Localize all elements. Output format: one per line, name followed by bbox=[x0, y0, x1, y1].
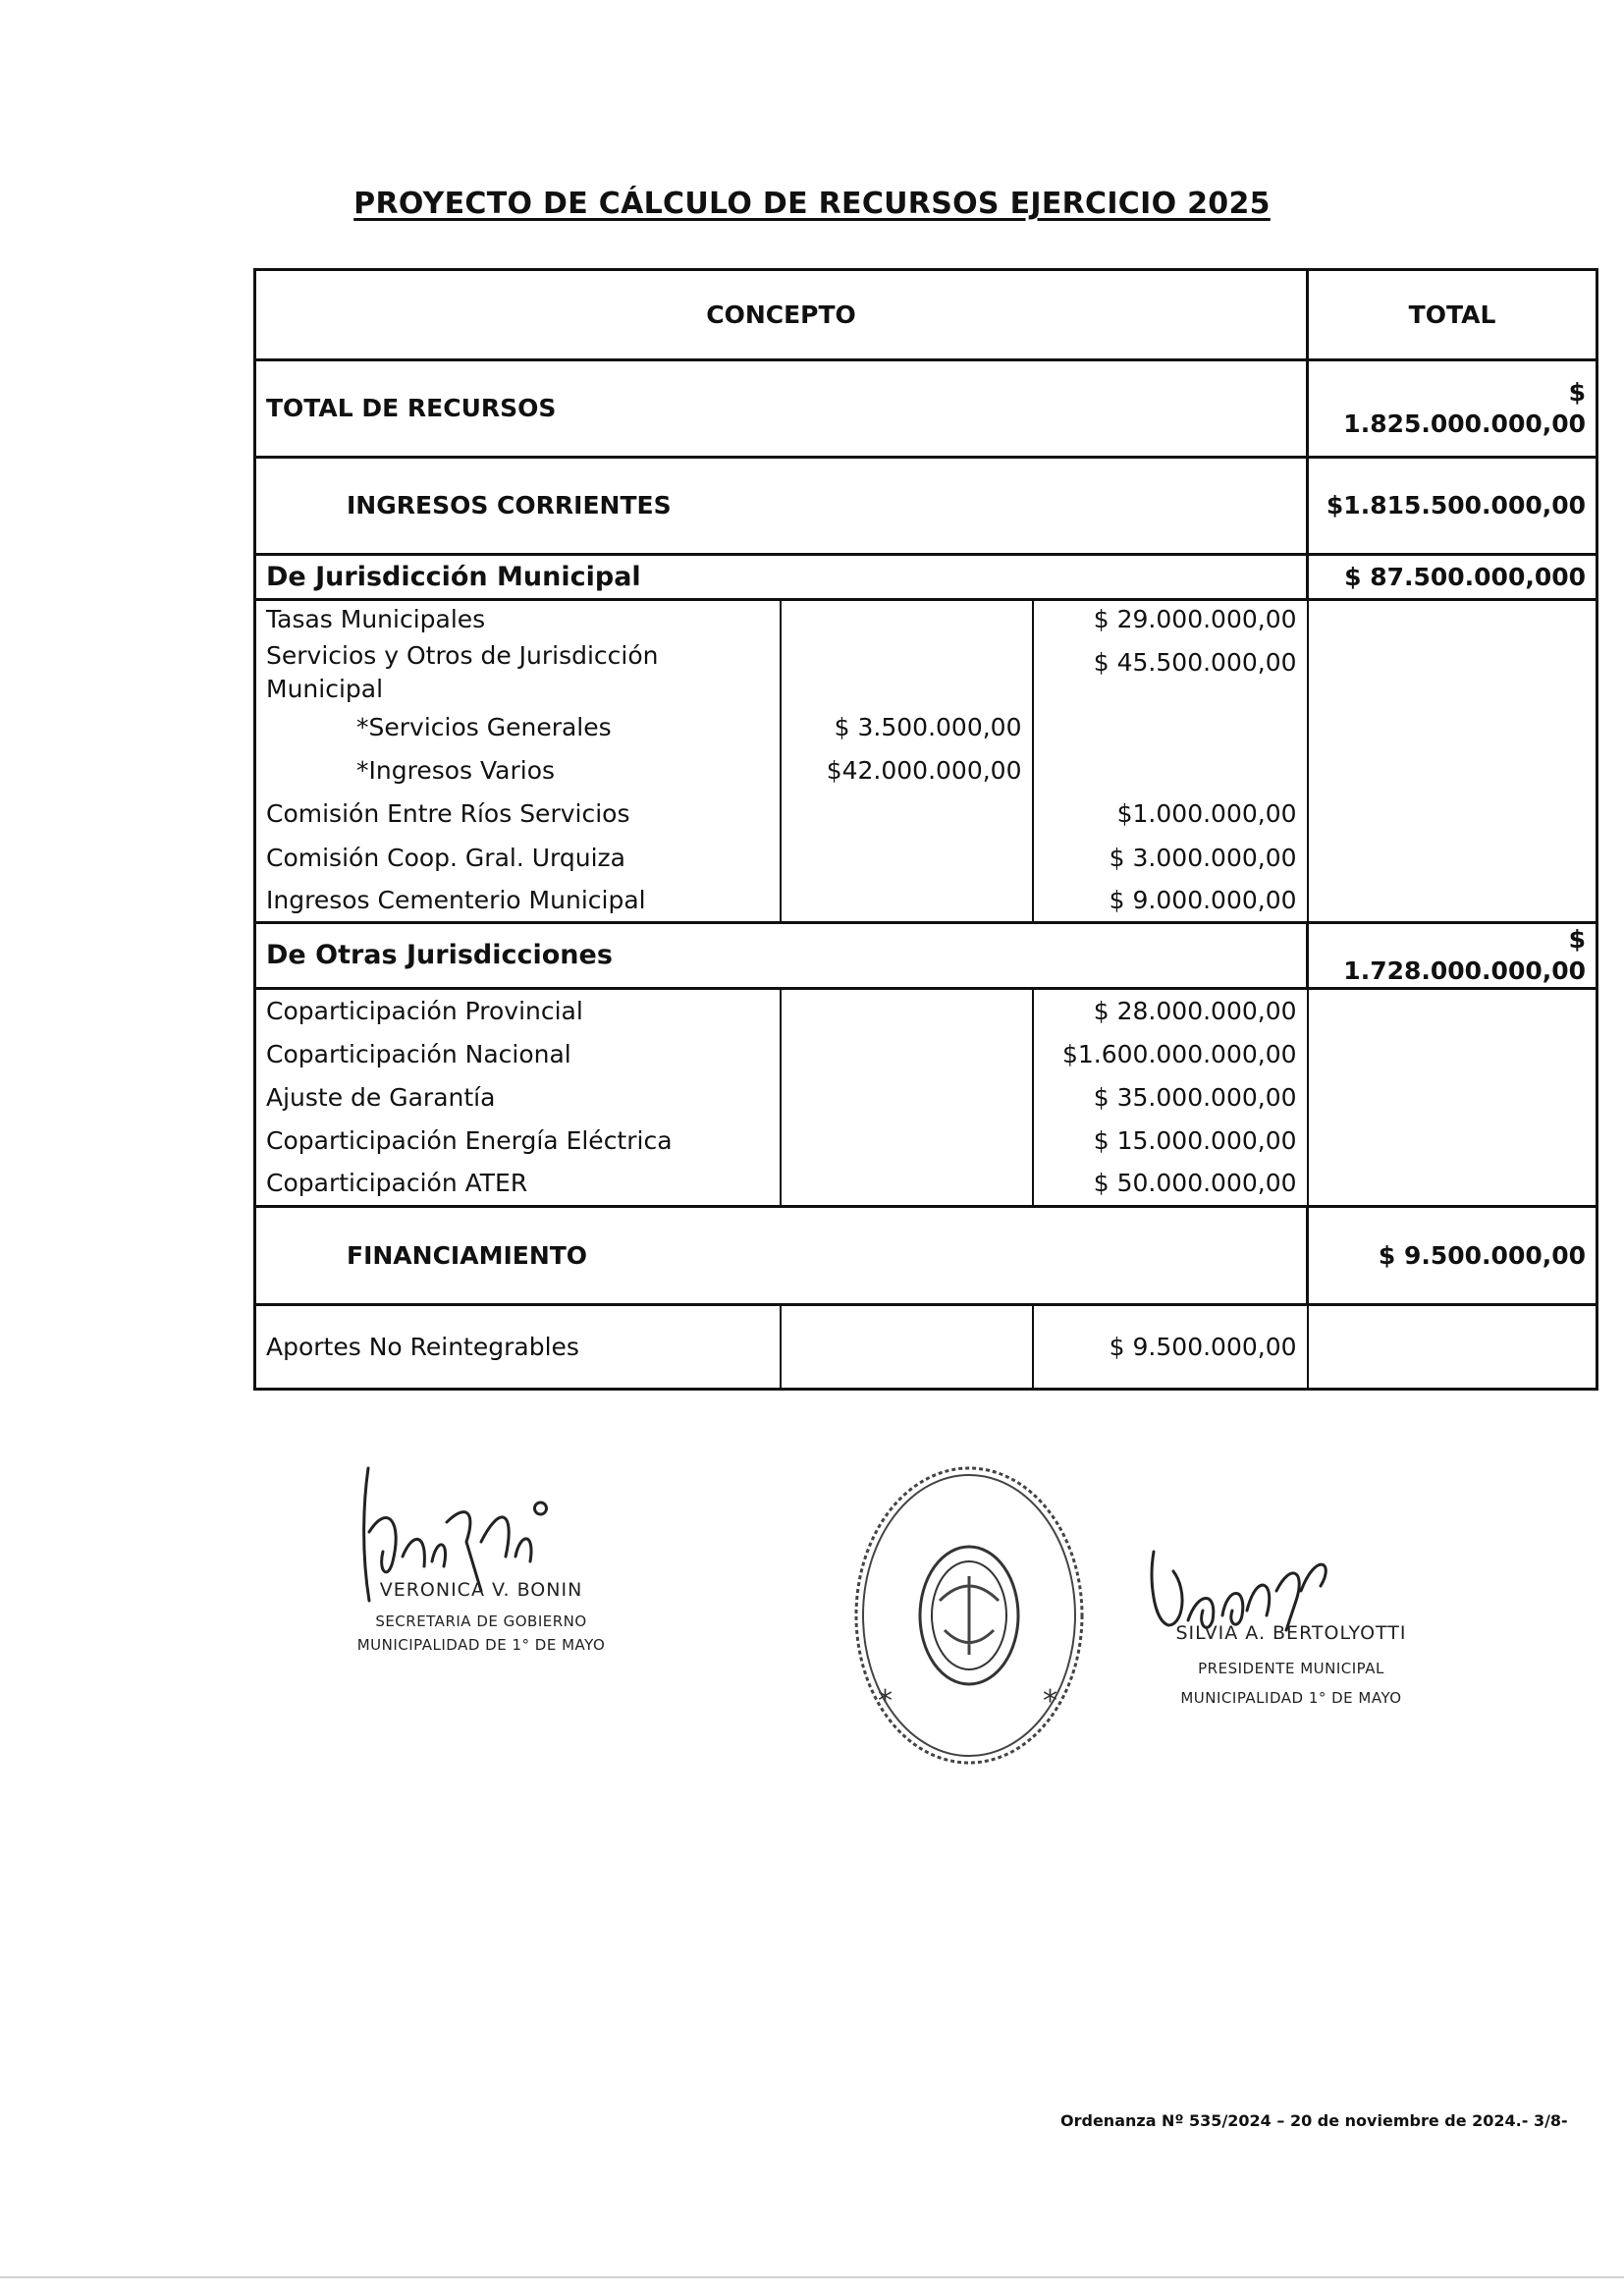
svg-text:*: * bbox=[878, 1684, 893, 1719]
item-label: *Servicios Generales bbox=[255, 706, 781, 749]
signer-left-role: SECRETARIA DE GOBIERNO bbox=[375, 1613, 587, 1630]
ingresos-corrientes-value: $1.815.500.000,00 bbox=[1308, 458, 1597, 555]
item-amount: $ 29.000.000,00 bbox=[1033, 600, 1308, 639]
table-row bbox=[255, 880, 1597, 923]
item-label: Comisión Entre Ríos Servicios bbox=[255, 793, 781, 837]
item-amount: $1.000.000,00 bbox=[1033, 793, 1308, 837]
ordinance-footer: Ordenanza Nº 535/2024 – 20 de noviembre de 2024.- 3/8- bbox=[1060, 2111, 1568, 2130]
item-amount bbox=[1033, 706, 1308, 749]
signer-right-org: MUNICIPALIDAD 1° DE MAYO bbox=[1180, 1689, 1402, 1707]
item-total-empty bbox=[1308, 1076, 1597, 1120]
otras-jurisdicciones-label: De Otras Jurisdicciones bbox=[255, 923, 1308, 989]
scan-artifact-line bbox=[0, 2276, 1624, 2278]
signature-block-left bbox=[334, 1463, 628, 1679]
table-header-row bbox=[255, 270, 1597, 360]
table-row bbox=[255, 706, 1597, 749]
financiamiento-row bbox=[255, 1207, 1597, 1305]
financiamiento-label: FINANCIAMIENTO bbox=[255, 1207, 1308, 1305]
item-sub-empty bbox=[781, 1163, 1033, 1207]
table-row bbox=[255, 1076, 1597, 1120]
document-title: PROYECTO DE CÁLCULO DE RECURSOS EJERCICIO 2025 bbox=[353, 187, 1271, 221]
item-total-empty bbox=[1308, 989, 1597, 1033]
resources-table bbox=[253, 268, 1598, 1391]
item-amount: $ 35.000.000,00 bbox=[1033, 1076, 1308, 1120]
item-amount: $1.600.000.000,00 bbox=[1033, 1033, 1308, 1076]
jurisdiccion-municipal-total: $ 87.500.000,000 bbox=[1308, 555, 1597, 600]
item-sub bbox=[781, 793, 1033, 837]
item-amount: $ 15.000.000,00 bbox=[1033, 1120, 1308, 1163]
item-amount: $ 28.000.000,00 bbox=[1033, 989, 1308, 1033]
item-total-empty bbox=[1308, 1163, 1597, 1207]
item-total-empty bbox=[1308, 1033, 1597, 1076]
item-amount: $ 45.500.000,00 bbox=[1033, 639, 1308, 706]
jurisdiccion-municipal-row bbox=[255, 555, 1597, 600]
item-label: Tasas Municipales bbox=[255, 600, 781, 639]
item-total-empty bbox=[1308, 706, 1597, 749]
item-sub bbox=[781, 639, 1033, 706]
table-row bbox=[255, 793, 1597, 837]
item-sub: $ 3.500.000,00 bbox=[781, 706, 1033, 749]
signer-left-name: VERONICA V. BONIN bbox=[379, 1579, 583, 1601]
item-sub-empty bbox=[781, 1120, 1033, 1163]
item-sub bbox=[781, 880, 1033, 923]
item-label: *Ingresos Varios bbox=[255, 749, 781, 793]
table-row bbox=[255, 1163, 1597, 1207]
aportes-amount: $ 9.500.000,00 bbox=[1033, 1305, 1308, 1390]
financiamiento-total: $ 9.500.000,00 bbox=[1308, 1207, 1597, 1305]
item-label: Servicios y Otros de Jurisdicción Municipal bbox=[255, 639, 781, 706]
item-total-empty bbox=[1308, 639, 1597, 706]
table-row bbox=[255, 837, 1597, 880]
item-sub-empty bbox=[781, 1076, 1033, 1120]
municipal-seal bbox=[846, 1453, 1092, 1777]
seal-graphic bbox=[846, 1453, 1092, 1777]
otras-jurisdicciones-row bbox=[255, 923, 1597, 989]
item-amount bbox=[1033, 749, 1308, 793]
jurisdiccion-municipal-label: De Jurisdicción Municipal bbox=[255, 555, 1308, 600]
item-total-empty bbox=[1308, 837, 1597, 880]
item-amount: $ 9.000.000,00 bbox=[1033, 880, 1308, 923]
table-row bbox=[255, 639, 1597, 706]
table-row bbox=[255, 749, 1597, 793]
aportes-label: Aportes No Reintegrables bbox=[255, 1305, 781, 1390]
aportes-sub-empty bbox=[781, 1305, 1033, 1390]
item-sub: $42.000.000,00 bbox=[781, 749, 1033, 793]
total-recursos-label: TOTAL DE RECURSOS bbox=[255, 360, 1308, 458]
table-row bbox=[255, 989, 1597, 1033]
ingresos-corrientes-label: INGRESOS CORRIENTES bbox=[255, 458, 1308, 555]
item-total-empty bbox=[1308, 793, 1597, 837]
item-label: Coparticipación ATER bbox=[255, 1163, 781, 1207]
item-sub bbox=[781, 837, 1033, 880]
svg-text:*: * bbox=[1043, 1684, 1057, 1719]
header-total: TOTAL bbox=[1308, 270, 1597, 360]
aportes-total-empty bbox=[1308, 1305, 1597, 1390]
item-sub-empty bbox=[781, 989, 1033, 1033]
signer-right-role: PRESIDENTE MUNICIPAL bbox=[1198, 1660, 1384, 1677]
table-row bbox=[255, 1120, 1597, 1163]
signature-block-right bbox=[1129, 1532, 1453, 1738]
item-amount: $ 3.000.000,00 bbox=[1033, 837, 1308, 880]
item-total-empty bbox=[1308, 1120, 1597, 1163]
item-label: Ajuste de Garantía bbox=[255, 1076, 781, 1120]
item-total-empty bbox=[1308, 880, 1597, 923]
item-label: Coparticipación Energía Eléctrica bbox=[255, 1120, 781, 1163]
table-row bbox=[255, 1033, 1597, 1076]
item-total-empty bbox=[1308, 749, 1597, 793]
total-recursos-row bbox=[255, 360, 1597, 458]
ingresos-corrientes-row bbox=[255, 458, 1597, 555]
table-row bbox=[255, 600, 1597, 639]
item-label: Coparticipación Nacional bbox=[255, 1033, 781, 1076]
item-label: Coparticipación Provincial bbox=[255, 989, 781, 1033]
total-recursos-value: $ 1.825.000.000,00 bbox=[1308, 360, 1597, 458]
item-label: Ingresos Cementerio Municipal bbox=[255, 880, 781, 923]
table-row bbox=[255, 1305, 1597, 1390]
signer-left-org: MUNICIPALIDAD DE 1° DE MAYO bbox=[356, 1636, 606, 1654]
signer-right-name: SILVIA A. BERTOLYOTTI bbox=[1175, 1622, 1407, 1644]
item-sub-empty bbox=[781, 1033, 1033, 1076]
item-label: Comisión Coop. Gral. Urquiza bbox=[255, 837, 781, 880]
otras-jurisdicciones-total: $ 1.728.000.000,00 bbox=[1308, 923, 1597, 989]
item-sub bbox=[781, 600, 1033, 639]
header-concepto: CONCEPTO bbox=[255, 270, 1308, 360]
item-total-empty bbox=[1308, 600, 1597, 639]
item-amount: $ 50.000.000,00 bbox=[1033, 1163, 1308, 1207]
